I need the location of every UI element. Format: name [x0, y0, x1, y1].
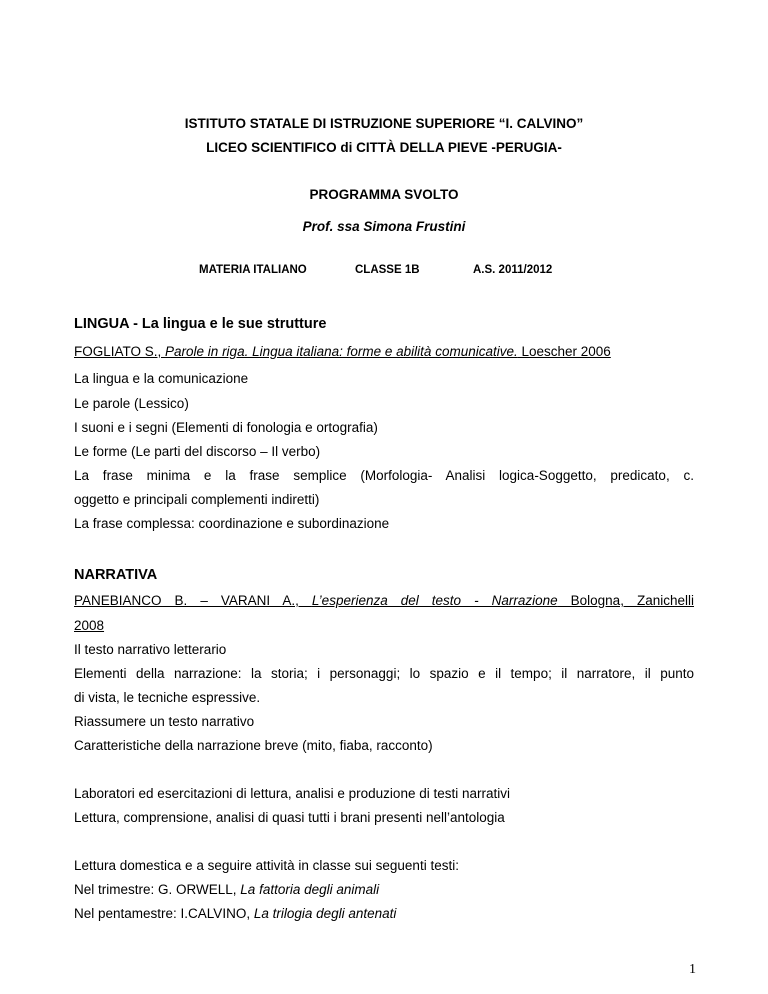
list-item: La frase complessa: coordinazione e subordinazione [74, 516, 390, 531]
narrativa-textbook [74, 593, 694, 608]
page-number: 1 [689, 962, 696, 977]
class-label: CLASSE 1B [355, 264, 420, 276]
lingua-book-publisher: Loescher 2006 [517, 344, 611, 359]
list-item: Il testo narrativo letterario [74, 642, 227, 657]
narrativa-heading: NARRATIVA [74, 567, 158, 583]
reading-intro: Lettura domestica e a seguire attività in classe sui seguenti testi: [74, 858, 459, 873]
list-item: I suoni e i segni (Elementi di fonologia e ortografia) [74, 420, 378, 435]
institute-name: ISTITUTO STATALE DI ISTRUZIONE SUPERIORE “I. CALVINO” [184, 116, 584, 131]
reading-pentamestre [74, 906, 396, 921]
document-title: PROGRAMMA SVOLTO [309, 187, 459, 202]
trimestre-label: Nel trimestre: G. ORWELL, [74, 882, 241, 897]
list-item: La lingua e la comunicazione [74, 371, 249, 386]
teacher-name: Prof. ssa Simona Frustini [302, 219, 466, 234]
list-item: Le forme (Le parti del discorso – Il verbo) [74, 444, 321, 459]
narrativa-book-publisher: Bologna, Zanichelli [557, 593, 694, 608]
list-item: Caratteristiche della narrazione breve (mito, fiaba, racconto) [74, 738, 433, 753]
narrativa-book-author: PANEBIANCO B. – VARANI A., [74, 593, 312, 608]
list-item: Le parole (Lessico) [74, 396, 189, 411]
list-item: Lettura, comprensione, analisi di quasi tutti i brani presenti nell’antologia [74, 810, 505, 825]
list-item: Riassumere un testo narrativo [74, 714, 255, 729]
pentamestre-label: Nel pentamestre: I.CALVINO, [74, 906, 254, 921]
lingua-heading: LINGUA - La lingua e le sue strutture [74, 316, 327, 332]
pentamestre-title: La trilogia degli antenati [253, 906, 397, 921]
narrativa-book-title: L’esperienza del testo - Narrazione [311, 593, 558, 608]
list-item: di vista, le tecniche espressive. [74, 690, 261, 705]
school-name: LICEO SCIENTIFICO di CITTÀ DELLA PIEVE -PERUGIA- [206, 140, 562, 155]
lingua-book-title: Parole in riga. Lingua italiana: forme e abilità comunicative. [165, 344, 518, 359]
trimestre-title: La fattoria degli animali [240, 882, 380, 897]
reading-trimestre [74, 882, 379, 897]
list-item: oggetto e principali complementi indiretti) [74, 492, 320, 507]
narrativa-book-year: 2008 [74, 618, 105, 633]
school-year-label: A.S. 2011/2012 [473, 264, 553, 276]
lingua-textbook [74, 344, 611, 359]
list-item: Elementi della narrazione: la storia; i personaggi; lo spazio e il tempo; il narratore, il punto [74, 666, 694, 681]
lingua-book-author: FOGLIATO S., [74, 344, 166, 359]
list-item: Laboratori ed esercitazioni di lettura, analisi e produzione di testi narrativi [74, 786, 510, 801]
list-item: La frase minima e la frase semplice (Morfologia- Analisi logica-Soggetto, predicato, c. [74, 468, 694, 483]
subject-label: MATERIA ITALIANO [199, 264, 307, 276]
